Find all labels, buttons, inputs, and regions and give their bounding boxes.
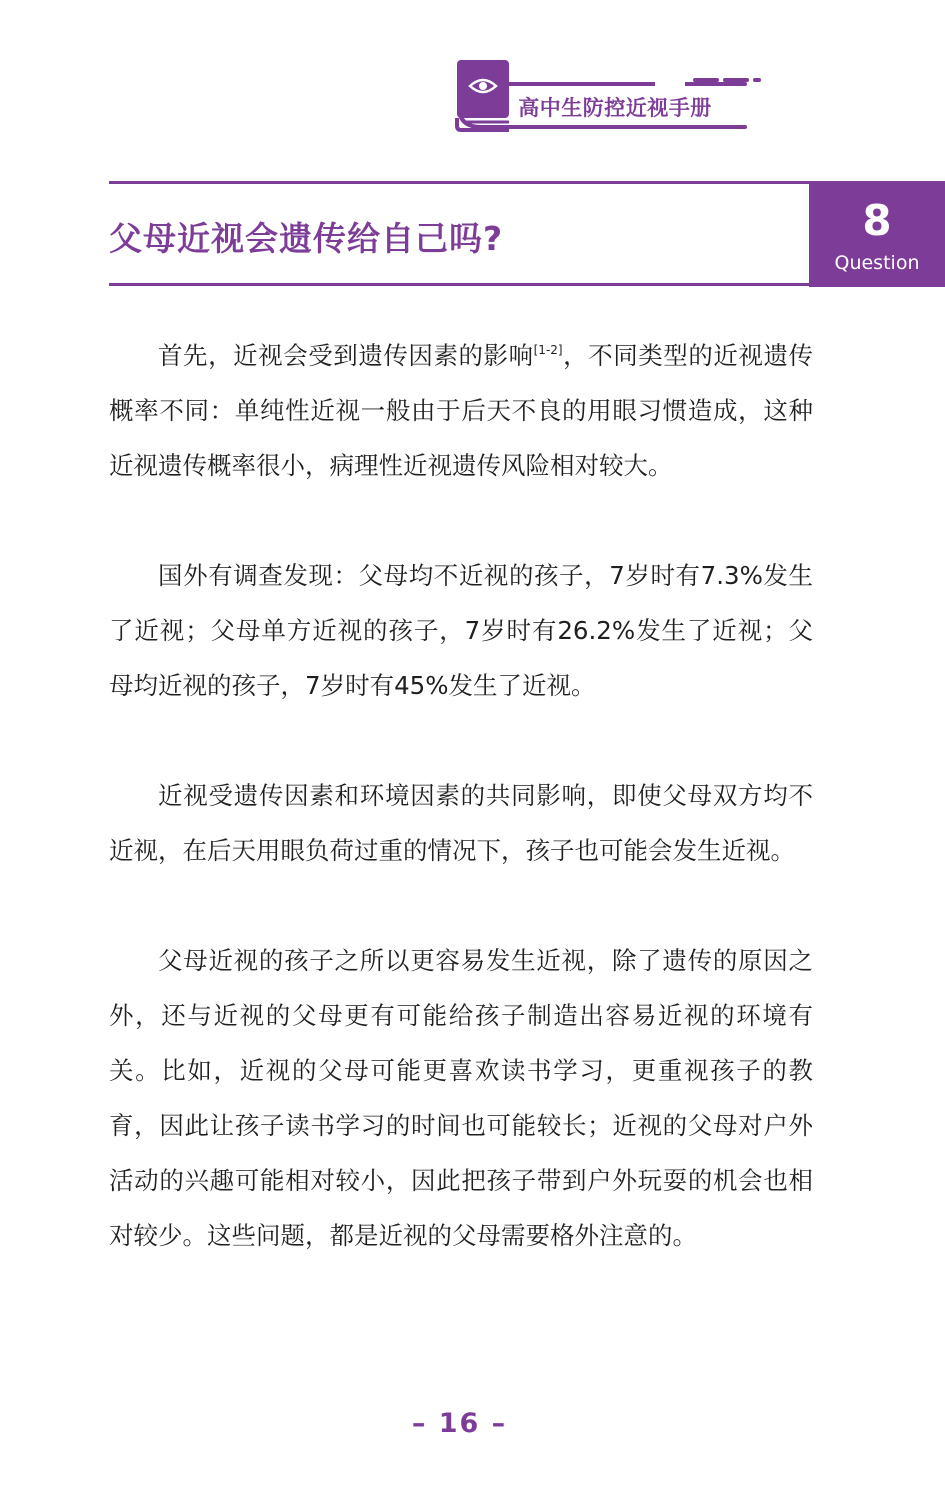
paragraph-text: 首先，近视会受到遗传因素的影响 [158,341,534,370]
paragraph: 国外有调查发现：父母均不近视的孩子，7岁时有7.3%发生了近视；父母单方近视的孩子，7岁时有26.2%发生了近视；父母均近视的孩子，7岁时有45%发生了近视。 [109,561,813,700]
question-label: Question [834,252,920,274]
question-number: 8 [862,196,892,245]
paragraph: 父母近视的孩子之所以更容易发生近视，除了遗传的原因之外，还与近视的父母更有可能给孩子制造出容易近视的环境有关。比如，近视的父母可能更喜欢读书学习，更重视孩子的教育，因此让孩子读书学习的时间也可能较长；近视的父母对户外活动的兴趣可能相对较小，因此把孩子带到户外玩耍的机会也相对较少。这些问题，都是近视的父母需要格外注意的。 [109,946,813,1250]
article-body [109,328,813,1318]
question-title: 父母近视会遗传给自己吗? [109,219,504,258]
paragraph [109,328,813,493]
paragraph: 近视受遗传因素和环境因素的共同影响，即使父母双方均不近视，在后天用眼负荷过重的情况下，孩子也可能会发生近视。 [109,781,813,865]
manual-title: 高中生防控近视手册 [518,96,712,120]
title-bottom-rule [109,283,809,286]
question-badge [809,181,945,287]
citation-reference: [1-2] [533,343,563,357]
page-number: – 16 – [411,1408,508,1439]
paragraph-text: ，不同类型的近视遗传概率不同：单纯性近视一般由于后天不良的用眼习惯造成，这种近视遗传概率很小，病理性近视遗传风险相对较大。 [109,341,814,480]
title-top-rule [109,181,809,184]
manual-header-tag [455,60,815,136]
eye-book-icon [455,60,511,132]
